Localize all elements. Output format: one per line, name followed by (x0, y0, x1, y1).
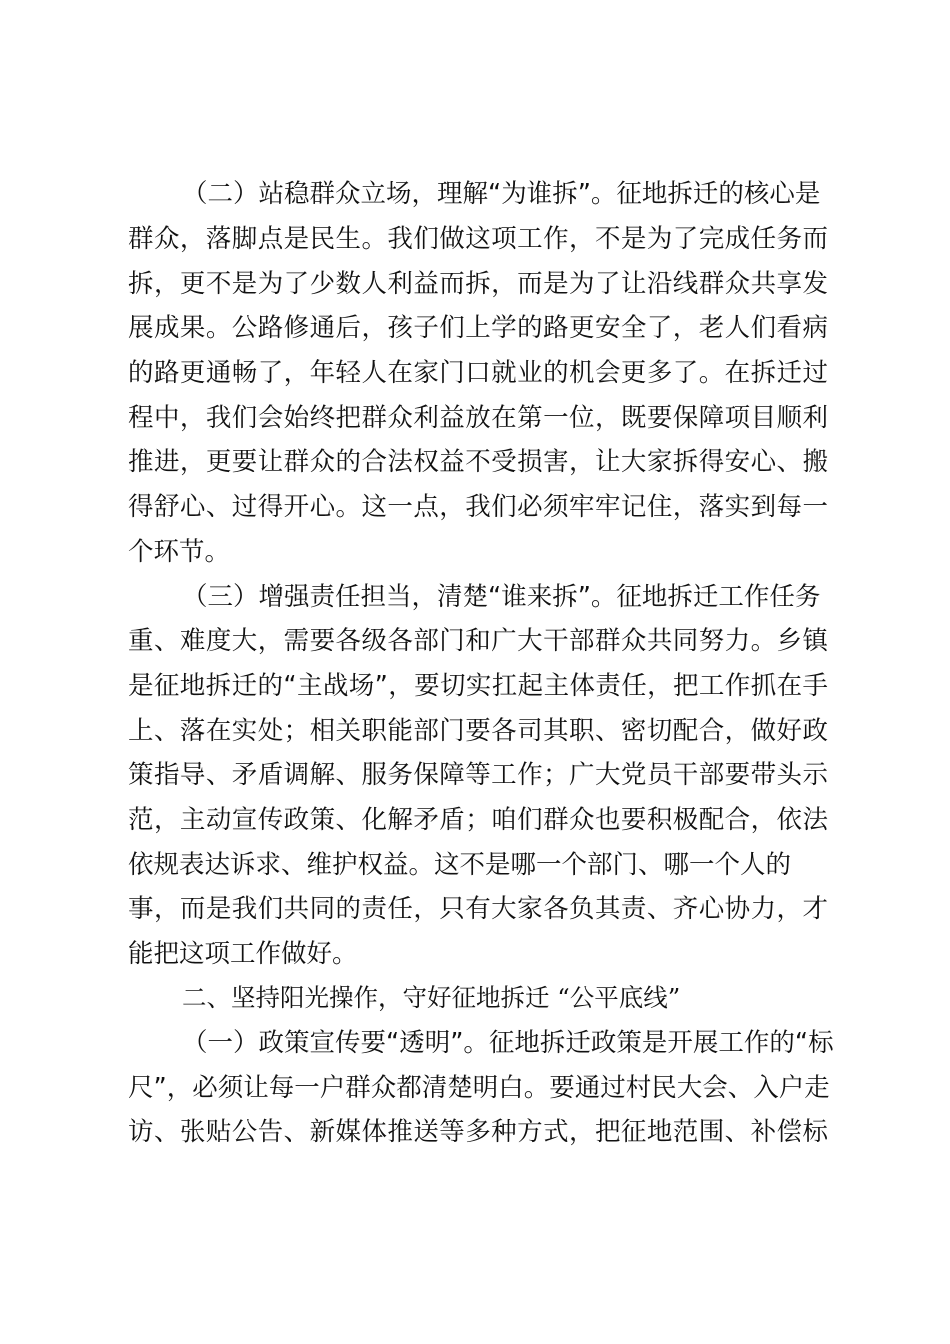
section-heading: 二、坚持阳光操作，守好征地拆迁 “公平底线” (182, 983, 681, 1012)
paragraph-line: （三）增强责任担当，清楚“谁来拆”。征地拆迁工作任务 (182, 582, 821, 612)
paragraph-line: 群众，落脚点是民生。我们做这项工作，不是为了完成任务而 (128, 224, 828, 254)
paragraph-line: 得舒心、过得开心。这一点，我们必须牢牢记住，落实到每一 (128, 492, 828, 522)
paragraph-line: 展成果。公路修通后，孩子们上学的路更安全了，老人们看病 (128, 313, 828, 343)
paragraph-line: 的路更通畅了，年轻人在家门口就业的机会更多了。在拆迁过 (128, 358, 828, 388)
paragraph-line: 策指导、矛盾调解、服务保障等工作；广大党员干部要带头示 (128, 760, 828, 790)
paragraph-line: 个环节。 (128, 537, 231, 567)
paragraph-line: 重、难度大，需要各级各部门和广大干部群众共同努力。乡镇 (128, 626, 828, 656)
paragraph-line: （二）站稳群众立场，理解“为谁拆”。征地拆迁的核心是 (182, 179, 821, 209)
paragraph-line: （一）政策宣传要“透明”。征地拆迁政策是开展工作的“标 (182, 1028, 834, 1058)
paragraph-line: 上、落在实处；相关职能部门要各司其职、密切配合，做好政 (128, 716, 828, 746)
paragraph-line: 访、张贴公告、新媒体推送等多种方式，把征地范围、补偿标 (128, 1117, 828, 1147)
paragraph-line: 是征地拆迁的“主战场”，要切实扛起主体责任，把工作抓在手 (128, 671, 828, 701)
paragraph-line: 事，而是我们共同的责任，只有大家各负其责、齐心协力，才 (128, 894, 828, 924)
paragraph-line: 能把这项工作做好。 (128, 939, 358, 969)
paragraph-line: 拆，更不是为了少数人利益而拆，而是为了让沿线群众共享发 (128, 269, 828, 299)
paragraph-line: 推进，更要让群众的合法权益不受损害，让大家拆得安心、搬 (128, 447, 828, 477)
paragraph-line: 程中，我们会始终把群众利益放在第一位，既要保障项目顺利 (128, 403, 828, 433)
paragraph-line: 范，主动宣传政策、化解矛盾；咱们群众也要积极配合，依法 (128, 805, 828, 835)
paragraph-line: 尺”，必须让每一户群众都清楚明白。要通过村民大会、入户走 (128, 1073, 830, 1103)
paragraph-line: 依规表达诉求、维护权益。这不是哪一个部门、哪一个人的 (128, 850, 792, 880)
